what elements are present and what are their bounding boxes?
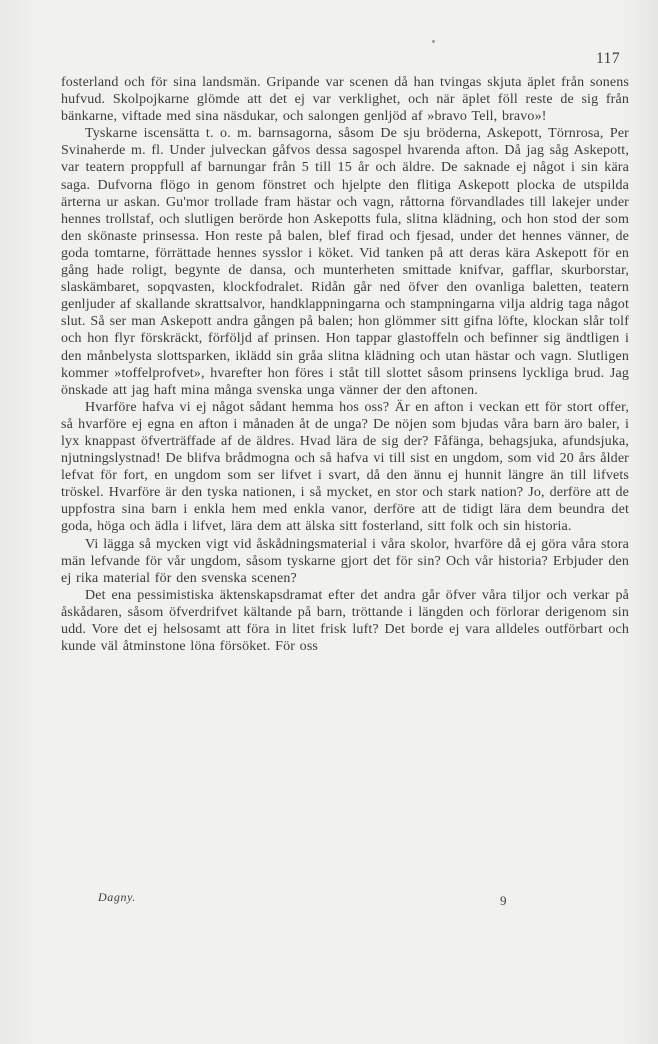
page-footer — [0, 890, 658, 914]
paragraph: Vi lägga så mycken vigt vid åskådningsmaterial i våra skolor, hvarföre då ej göra våra stora män lefvande för vår ungdom, såsom tyskarne gjort det för sin? Och vår historia? Erbjuder den ej rika material för den svenska scenen? — [61, 536, 629, 586]
page-number: 117 — [596, 50, 621, 67]
paragraph: Hvarföre hafva vi ej något sådant hemma hos oss? Är en afton i veckan ett för stort offer, så hvarföre ej egna en afton i månaden åt de unga? De nöjen som bjudas våra barn äro baler, i lyx knappast öfverträffade af de äldres. Hvad lära de sig der? Fåfänga, behagsjuka, afundsjuka, njutningslystnad! De blifva brådmogna och så hafva vi till sist en ungdom, som vid 20 års ålder lefvat för fort, en ungdom som ser lifvet i svart, då den ännu ej hunnit längre än till lifvets tröskel. Hvarföre är den tyska nationen, i så mycket, en stor och stark nation? Jo, derföre att de uppfostra sina barn i enkla hem med enkla vanor, derföre att de tidigt lära dem beundra det goda, höga och ädla i lifvet, lära dem att älska sitt fosterland, sitt folk och sin historia. — [61, 399, 629, 535]
paragraph: Tyskarne iscensätta t. o. m. barnsagorna, såsom De sju bröderna, Askepott, Törnrosa, Per Svinaherde m. fl. Under julveckan gåfvos dessa sagospel hvarenda afton. Då jag såg Askepott, var teatern proppfull af barnungar från 5 till 15 år och äldre. De saknade ej något i sin kära saga. Dufvorna flögo in genom fönstret och hjelpte den flitiga Askepott plocka de utspilda ärterna ur askan. Gu'mor trollade fram hästar och vagn, råttorna förvandlades till lakejer under hennes trollstaf, och slutligen berörde hon Askepotts fula, slitna klädning, och hon stod der som den skönaste prinsessa. Hon reste på balen, blef firad och fjesad, under det hennes vänner, de goda tomtarne, förrättade hennes sysslor i köket. Vid tanken på att deras kära Askepott för en gång hade roligt, begynte de dansa, och munterheten smittade knifvar, gafflar, skurborstar, slaskämbaret, sopqvasten, klockfodralet. Ridån går ned öfver den ovanliga baletten, teatern genljuder af skallande skrattsalvor, handklappningarna och stampningarna vilja aldrig taga något slut. Så ser man Askepott andra gången på balen; hon glömmer sitt gifna löfte, klockan slår tolf och hon flyr förskräckt, förföljd af prinsen. Hon tappar glastoffeln och befinner sig ändtligen i den månbelysta slottsparken, iklädd sin gråa slitna klädning och utan hästar och vagn. Slutligen kommer »toffelprofvet», hvarefter hon föres i ståt till slottet såsom prinsens lyckliga brud. Jag önskade att jag haft mina många svenska unga vänner der den aftonen. — [61, 126, 629, 398]
signature-mark: Dagny. — [98, 890, 136, 904]
sheet-number: 9 — [500, 893, 507, 908]
body-text — [61, 74, 629, 655]
paragraph: Det ena pessimistiska äktenskapsdramat efter det andra går öfver våra tiljor och verkar på åskådaren, såsom öfverdrifvet kältande på barn, tröttande i längden och förlorar derigenom sin udd. Vore det ej helsosamt att föra in litet frisk luft? Det borde ej vara alldeles outförbart och kunde väl åtminstone löna försöket. För oss — [61, 587, 629, 655]
paragraph: fosterland och för sina landsmän. Gripande var scenen då han tvingas skjuta äplet från sonens hufvud. Skolpojkarne glömde att det ej var verklighet, och när äplet föll reste de sig från bänkarne, viftade med sina näsdukar, och salongen genljöd af »bravo Tell, bravo»! — [61, 75, 629, 125]
print-speck — [432, 40, 435, 43]
